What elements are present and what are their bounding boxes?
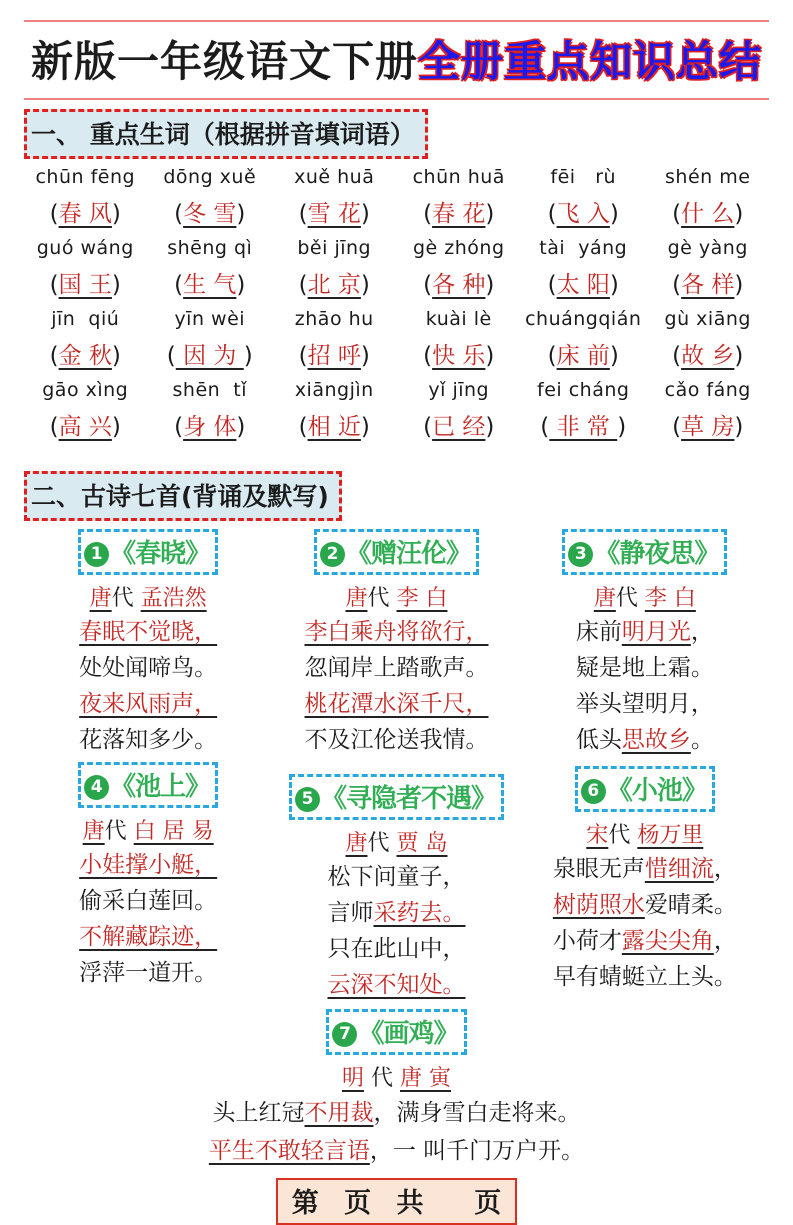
answer-word: (飞 入) [547,201,619,227]
poem-title [289,774,504,820]
answer-highlight-text: 相 近 [307,414,361,440]
poem-verse-line [521,923,769,959]
plain-text: 花落知多少。 [79,727,218,753]
plain-text: ， [713,856,737,882]
answer-highlight-text: 明月光 [621,619,691,645]
pinyin-text: tài yáng [539,237,628,259]
plain-text: ，一 叫千门万户开。 [369,1138,585,1164]
answer-highlight-text: 桃花潭水深千尺， [304,691,489,717]
plain-text: 小荷才 [552,928,622,954]
answer-highlight-text: 思故乡 [621,727,691,753]
poem-verse-line [272,931,520,967]
poem-verse-line [24,847,272,883]
poem-author [24,1061,769,1092]
poem-title-text: 《画鸡》 [358,1019,459,1049]
plain-text: 松下问童子， [327,864,466,890]
answer-highlight-text: 金 秋 [58,343,112,369]
poem-block-7 [24,1005,769,1170]
answer-highlight-text: 冬 雪 [183,201,237,227]
poem-title-text: 《池上》 [110,772,211,802]
page-title-black-part: 新版一年级语文下册 [30,37,418,86]
pinyin-text: shén me [665,166,751,188]
pinyin-word-cell [149,166,272,228]
poem-verse-line [272,967,520,1003]
plain-text: 代 [364,1066,400,1091]
pinyin-word-cell [522,166,645,228]
answer-word: (床 前) [547,343,619,369]
pinyin-word-cell [24,308,147,370]
poem-author [521,581,769,612]
poem-verse-line [521,614,769,650]
pinyin-word-cell [522,237,645,299]
answer-word: (太 阳) [547,272,619,298]
answer-highlight-text: 非 常 [549,414,618,440]
answer-highlight-text: 各 种 [432,272,486,298]
poem-verse-line [24,1094,769,1132]
answer-word: (生 气) [174,272,246,298]
poem-author [272,826,520,857]
poem-verse-line [272,686,520,722]
plain-text: 不及江伦送我情。 [304,727,489,753]
pinyin-text: chuángqián [525,308,642,330]
answer-highlight-text: 什 么 [681,201,735,227]
pinyin-word-cell [273,308,396,370]
poem-title [326,1009,466,1055]
poem-number-badge: 3 [568,542,593,567]
answer-highlight-text: 雪 花 [307,201,361,227]
answer-highlight-text: 春 花 [432,201,486,227]
answer-highlight-text: 不用裁 [304,1100,374,1126]
pinyin-text: běi jīng [297,237,372,259]
poem-title [78,529,218,575]
poem-author [24,814,272,845]
answer-highlight-text: 唐 [89,586,112,611]
answer-word: (金 秋) [49,343,121,369]
poem-verse-line [521,887,769,923]
answer-highlight-text: 宋 [586,823,609,848]
pinyin-text: fei cháng [537,379,630,401]
answer-highlight-text: 平生不敢轻言语 [208,1138,370,1164]
poem-title [78,762,218,808]
poem-verse-line [24,686,272,722]
poem-verse-line [24,614,272,650]
answer-word: (身 体) [174,414,246,440]
plain-text: 只在此山中， [327,936,466,962]
plain-text: 代 [104,819,134,844]
poem-verse-line [272,722,520,758]
pinyin-word-cell [647,308,770,370]
answer-highlight-text: 李白乘舟将欲行， [304,619,489,645]
poem-verse-line [521,686,769,722]
answer-highlight-text: 国 王 [58,272,112,298]
answer-word: (故 乡) [672,343,744,369]
pinyin-word-cell [647,237,770,299]
pinyin-text: zhāo hu [294,308,374,330]
poem-verse-line [521,851,769,887]
pinyin-word-cell [273,237,396,299]
answer-highlight-text: 小娃撑小艇， [79,852,218,878]
poem-verse-line [521,959,769,995]
pinyin-word-cell [149,237,272,299]
poem-number-badge: 1 [84,542,109,567]
poems-grid [24,525,769,1003]
poem-title-text: 《赠汪伦》 [345,539,471,569]
answer-highlight-text: 高 兴 [58,414,112,440]
answer-word: (相 近) [298,414,370,440]
poem-verse-line [521,650,769,686]
page-title [24,20,769,100]
pinyin-text: chūn huā [412,166,505,188]
answer-highlight-text: 杨万里 [637,823,704,848]
answer-word: (已 经) [423,414,495,440]
plain-text: 爱晴柔。 [644,892,737,918]
pinyin-text: gù xiāng [664,308,751,330]
pinyin-word-cell [647,166,770,228]
pinyin-text: gāo xìng [42,379,129,401]
poem-verse-line [272,650,520,686]
poem-number-badge: 7 [332,1022,357,1047]
plain-text: ，满身雪白走将来。 [373,1100,581,1126]
plain-text: 低头 [575,727,622,753]
answer-highlight-text: 唐 [345,586,368,611]
answer-word: (雪 花) [298,201,370,227]
plain-text: 代 [367,586,397,611]
plain-text: 处处闻啼鸟。 [79,655,218,681]
answer-word: (冬 雪) [174,201,246,227]
poem-verse-line [24,1132,769,1170]
poem-verse-line [24,919,272,955]
answer-word: (各 种) [423,272,495,298]
answer-highlight-text: 夜来风雨声， [79,691,218,717]
answer-highlight-text: 贾 岛 [396,831,448,856]
answer-highlight-text: 太 阳 [556,272,610,298]
answer-word: (招 呼) [298,343,370,369]
answer-word: (各 样) [672,272,744,298]
poem-author [24,581,272,612]
pinyin-text: dōng xuě [163,166,257,188]
answer-highlight-text: 故 乡 [681,343,735,369]
pinyin-text: chūn fēng [35,166,136,188]
poem-title-text: 《小池》 [606,776,707,806]
plain-text: 言师 [327,900,374,926]
poem-verse-line [24,650,272,686]
pinyin-word-grid [24,166,769,441]
pinyin-text: kuài lè [425,308,492,330]
answer-word: (什 么) [672,201,744,227]
pinyin-text: xuě huā [294,166,375,188]
answer-highlight-text: 床 前 [556,343,610,369]
answer-word: (高 兴) [49,414,121,440]
pinyin-word-cell [522,379,645,441]
answer-highlight-text: 唐 寅 [400,1066,451,1091]
answer-highlight-text: 白 居 易 [133,819,214,844]
answer-word: (春 花) [423,201,495,227]
poem-title [575,766,715,812]
answer-highlight-text: 云深不知处。 [327,972,466,998]
pinyin-word-cell [24,379,147,441]
answer-word: ( 非 常 ) [540,414,627,440]
poem-verse-line [24,722,272,758]
answer-highlight-text: 因 为 [175,343,244,369]
poem-title [562,529,727,575]
answer-highlight-text: 招 呼 [307,343,361,369]
pinyin-word-cell [398,379,521,441]
poem-title-text: 《寻隐者不遇》 [320,784,496,814]
answer-highlight-text: 唐 [593,586,616,611]
pinyin-word-cell [273,379,396,441]
pinyin-text: cǎo fáng [664,379,751,401]
answer-highlight-text: 飞 入 [556,201,610,227]
poem-block-3 [521,525,769,758]
answer-highlight-text: 各 样 [681,272,735,298]
plain-text: 浮萍一道开。 [79,960,218,986]
answer-highlight-text: 不解藏踪迹， [79,924,218,950]
pinyin-word-cell [273,166,396,228]
answer-highlight-text: 采药去。 [373,900,466,926]
answer-highlight-text: 李 白 [396,586,448,611]
poem-verse-line [521,722,769,758]
plain-text: 举头望明月， [575,691,714,717]
plain-text: 早有蜻蜓立上头。 [552,964,737,990]
answer-word: ( 因 为 ) [166,343,253,369]
pinyin-word-cell [647,379,770,441]
pinyin-word-cell [522,308,645,370]
poem-block-6 [521,758,769,1003]
answer-highlight-text: 明 [341,1066,364,1091]
poem-verse-line [272,614,520,650]
poem-number-badge: 6 [581,779,606,804]
answer-highlight-text: 春 风 [58,201,112,227]
answer-highlight-text: 李 白 [644,586,696,611]
pinyin-text: gè yàng [667,237,748,259]
poem-author [272,581,520,612]
pinyin-text: shēng qì [167,237,253,259]
plain-text: 代 [111,586,141,611]
answer-highlight-text: 北 京 [307,272,361,298]
answer-highlight-text: 唐 [82,819,105,844]
pinyin-word-cell [24,166,147,228]
pinyin-text: guó wáng [36,237,134,259]
plain-text: 代 [615,586,645,611]
section2-heading: 二、古诗七首(背诵及默写) [24,471,342,521]
poem-block-5 [272,758,520,1003]
poem-number-badge: 2 [320,542,345,567]
answer-word: (快 乐) [423,343,495,369]
plain-text: 疑是地上霜。 [575,655,714,681]
pinyin-word-cell [398,166,521,228]
poem-title [314,529,479,575]
answer-word: (北 京) [298,272,370,298]
pinyin-text: jīn qiú [51,308,120,330]
pinyin-word-cell [398,308,521,370]
answer-highlight-text: 生 气 [183,272,237,298]
answer-word: (春 风) [49,201,121,227]
poem-number-badge: 4 [84,775,109,800]
poem-verse-line [272,895,520,931]
answer-word: (国 王) [49,272,121,298]
page-footer: 第 页 共 页 [276,1178,518,1225]
plain-text: 偷采白莲回。 [79,888,218,914]
answer-highlight-text: 孟浩然 [140,586,207,611]
pinyin-word-cell [149,308,272,370]
poem-verse-line [24,955,272,991]
plain-text: 。 [690,727,714,753]
plain-text: 代 [367,831,397,856]
worksheet-page [0,20,793,1219]
plain-text: 头上红冠 [212,1100,305,1126]
plain-text: ， [713,928,737,954]
plain-text: 泉眼无声 [552,856,645,882]
poem-title-text: 《春晓》 [110,539,211,569]
poem-verse-line [24,883,272,919]
pinyin-text: xiāngjìn [294,379,374,401]
poem-verse-line [272,859,520,895]
pinyin-word-cell [398,237,521,299]
plain-text: ， [690,619,714,645]
poem-title-text: 《静夜思》 [594,539,720,569]
poem-wide-area [24,1005,769,1170]
poem-block-2 [272,525,520,758]
poem-block-4 [24,758,272,1003]
page-title-blue-part: 全册重点知识总结 [418,37,763,86]
pinyin-word-cell [149,379,272,441]
pinyin-text: yīn wèi [174,308,246,330]
poem-number-badge: 5 [295,787,320,812]
pinyin-text: gè zhóng [412,237,505,259]
answer-highlight-text: 露尖尖角 [621,928,714,954]
plain-text: 代 [608,823,638,848]
pinyin-text: yǐ jīng [428,379,490,401]
answer-highlight-text: 已 经 [432,414,486,440]
answer-highlight-text: 身 体 [183,414,237,440]
plain-text: 床前 [575,619,622,645]
answer-highlight-text: 春眠不觉晓， [79,619,218,645]
answer-highlight-text: 快 乐 [432,343,486,369]
answer-highlight-text: 唐 [345,831,368,856]
pinyin-text: shēn tǐ [172,379,247,401]
answer-highlight-text: 草 房 [681,414,735,440]
answer-highlight-text: 惜细流 [644,856,714,882]
answer-word: (草 房) [672,414,744,440]
poem-author [521,818,769,849]
pinyin-text: fēi rù [550,166,617,188]
pinyin-word-cell [24,237,147,299]
answer-highlight-text: 树荫照水 [552,892,645,918]
section1-heading: 一、 重点生词（根据拼音填词语） [24,109,428,159]
plain-text: 忽闻岸上踏歌声。 [304,655,489,681]
poem-block-1 [24,525,272,758]
